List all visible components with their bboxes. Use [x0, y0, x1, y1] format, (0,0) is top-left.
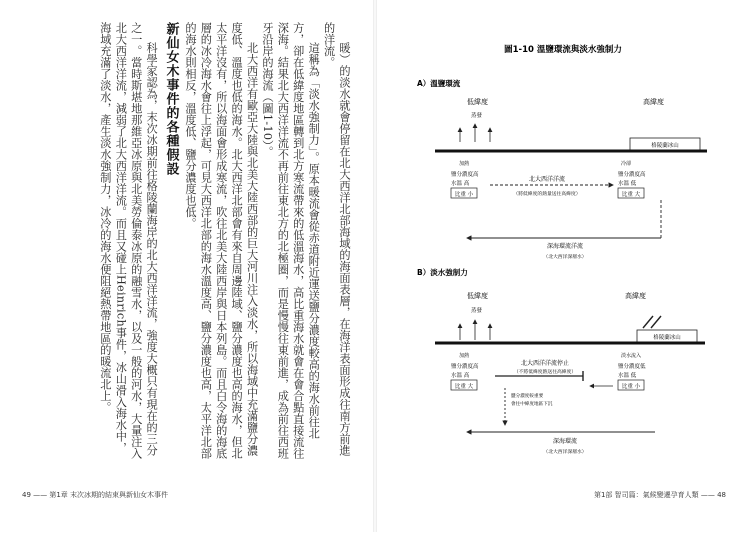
a-low-lat: 低緯度 — [467, 98, 488, 106]
b-heating: 加熱 — [459, 353, 470, 359]
a-salt-high: 鹽分濃度高 — [451, 172, 479, 178]
a-temp-high: 水溫 高 — [451, 181, 470, 187]
a-current-label: 北大西洋洋流 — [528, 176, 566, 183]
figure-1-10 — [375, 0, 750, 532]
a-heating: 加熱 — [459, 161, 470, 167]
b-stop-sub: （不將低緯度熱送往高緯度） — [513, 370, 577, 375]
b-stop-label: 北大西洋洋流停止 — [520, 360, 570, 367]
a-temp-low: 水溫 低 — [618, 181, 637, 187]
a-evap-arrows — [460, 124, 490, 142]
b-salt-high: 鹽分濃度高 — [451, 364, 479, 370]
folio-right: 第1部 智司篇：氣候變遷孕育人類 —— 48 — [593, 491, 726, 499]
b-note-2: 會往中緯度地區下沉 — [511, 402, 553, 407]
b-meltwater-lines — [643, 316, 661, 328]
panel-a — [417, 78, 707, 260]
section-heading: 新仙女木事件的各種假設 — [163, 22, 179, 176]
folio-left: 49 —— 第1章 末次冰期的結束與新仙女木事件 — [22, 491, 169, 499]
a-ice-label: 格陵蘭冰山 — [651, 143, 679, 149]
b-ice-label: 格陵蘭冰山 — [653, 335, 681, 341]
a-high-lat: 高緯度 — [643, 98, 664, 106]
b-low-lat: 低緯度 — [467, 292, 488, 300]
panel-a-title: A）溫鹽環流 — [417, 79, 461, 88]
a-deep-label: 深海環流洋流 — [546, 243, 584, 250]
paragraph-4: 科學家認為，末次冰期前往格陵蘭海岸的北大西洋洋流，強度大概只有現在的三分之一。當時斯堪地那維亞冰原與北美勞倫泰冰原的融雪水，以及一般的河水，大量注入北大西洋洋流，減弱了北大西洋洋流。而且又碰上Heinrich事件，冰山滑入海水中，海域充滿了淡水，產生淡水強制力，冰冷的海水便阻絕熱帶地區的暖流北上。 — [98, 22, 159, 459]
b-sg-small: 比重 小 — [621, 384, 641, 390]
figure-title: 圖1-10 溫鹽環流與淡水強制力 — [504, 45, 622, 55]
a-sg-large: 比重 大 — [621, 192, 641, 198]
paragraph-2: 這稱為「淡水強制力」。原本暖流會從赤道附近運送鹽分濃度較高的海水前往北方，卻在低緯度地區轉到北方寒流帶來的低溫海水，高比重海水就會在會合點直接流往深海。結果北大西洋洋流不再前往東北方的北極圈，而是慢慢往東前進，成為前往西班牙沿岸的海流（圖1-10）。 — [260, 22, 321, 459]
b-sg-large: 比重 大 — [454, 384, 474, 390]
b-temp-low: 水溫 低 — [618, 373, 637, 379]
a-sg-small: 比重 小 — [454, 192, 474, 198]
a-evap: 蒸發 — [471, 113, 483, 119]
b-fresh-in: 淡水流入 — [621, 353, 642, 359]
right-page — [375, 0, 750, 532]
b-deep-label: 深海環流 — [552, 438, 578, 445]
b-evap-arrows — [460, 320, 490, 340]
b-evap: 蒸發 — [471, 308, 483, 314]
left-page — [0, 0, 375, 532]
b-deep-sub: （北大西洋深層水） — [543, 450, 587, 455]
a-deep-sub: （北大西洋深層水） — [543, 255, 587, 260]
body-text — [62, 22, 352, 462]
b-note-1: 鹽分濃度較重要 — [511, 394, 544, 399]
b-high-lat: 高緯度 — [625, 292, 646, 300]
b-salt-low: 鹽分濃度低 — [618, 364, 646, 370]
b-temp-high: 水溫 高 — [451, 373, 470, 379]
panel-b — [417, 267, 705, 455]
panel-b-title: B）淡水強制力 — [417, 268, 468, 277]
a-cooling: 冷卻 — [621, 161, 632, 167]
paragraph-1: 暖）的淡水就會停留在北大西洋北部海域的海面表層，在海洋表面形成往南方前進的洋流。 — [322, 22, 351, 457]
paragraph-3: 北大西洋有歐亞大陸與北美大陸西部的巨大河川注入淡水，所以海域中充滿鹽分濃度低、溫度也低的海水。北大西洋北部會有來自周邊陸域、鹽分濃度也高的海水，但北太平洋沒有，所以海面會形成寒流，吹往北美大陸西岸與日本列島。而且白令海的海底層的冰冷海水會往上浮起，可見大西洋北部的海水溫度高、鹽分濃度也高，太平洋北部的海水則相反，溫度低、鹽分濃度也低。 — [183, 22, 259, 459]
a-salt-high-r: 鹽分濃度高 — [618, 172, 646, 178]
a-current-sub: （將低緯度的熱量送往高緯度） — [513, 192, 581, 197]
